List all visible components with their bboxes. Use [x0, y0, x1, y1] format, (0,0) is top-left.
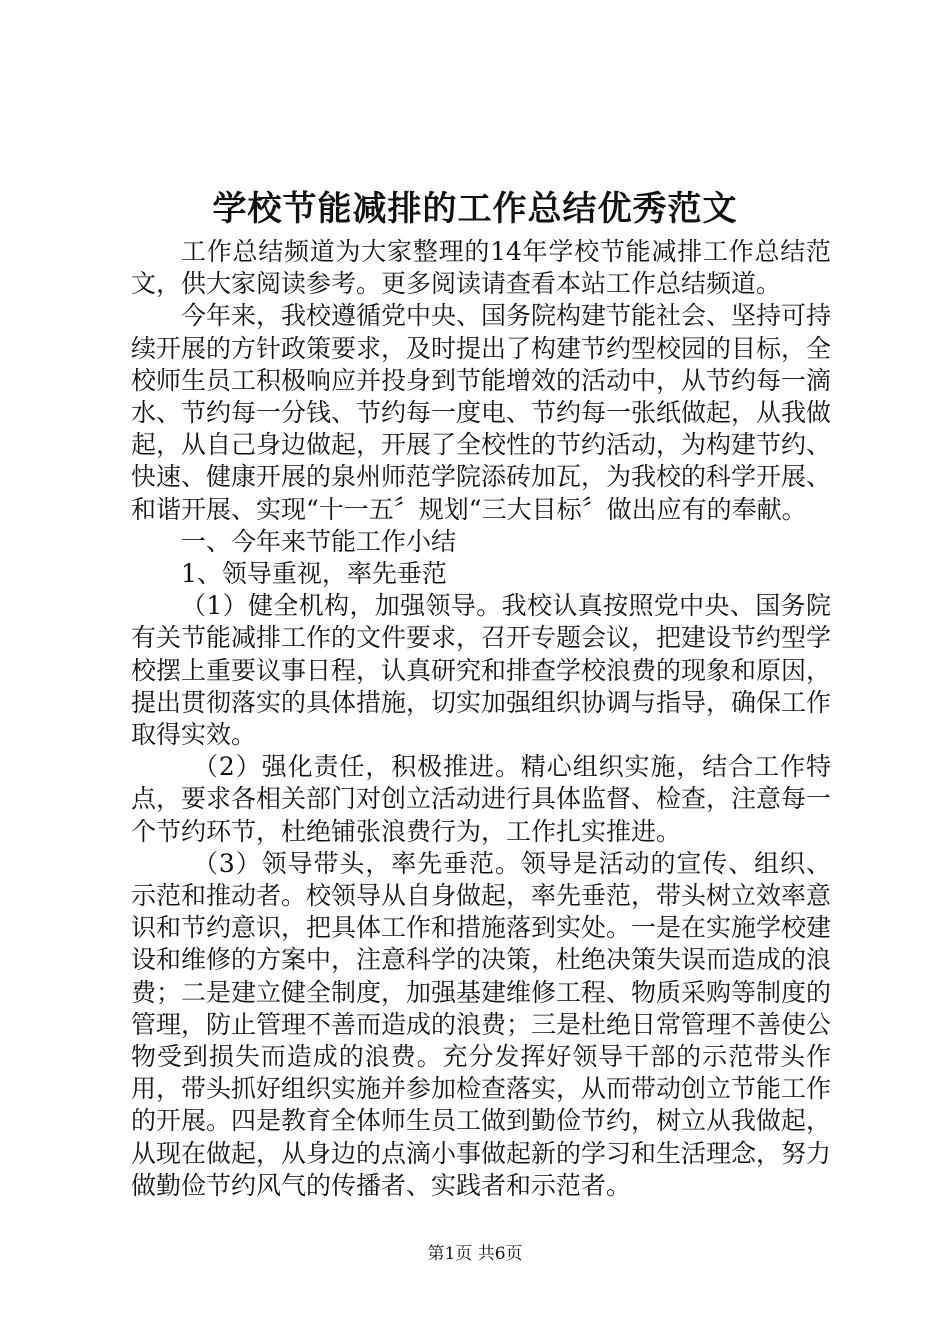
section-heading: 一、今年来节能工作小结 [181, 526, 457, 556]
paragraph-intro: 工作总结频道为大家整理的14年学校节能减排工作总结范文，供大家阅读参考。更多阅读请查看本站工作总结频道。 [131, 237, 831, 299]
paragraph-item-3: （3）领导带头，率先垂范。领导是活动的宣传、组织、示范和推动者。校领导从自身做起，率先垂范，带头树立效率意识和节约意识，把具体工作和措施落到实处。一是在实施学校建设和维修的方案中，注意科学的决策，杜绝决策失误而造成的浪费；二是建立健全制度，加强基建维修工程、物质采购等制度的管理，防止管理不善而造成的浪费；三是杜绝日常管理不善使公物受到损失而造成的浪费。充分发挥好领导干部的示范带头作用，带头抓好组织实施并参加检查落实，从而带动创立节能工作的开展。四是教育全体师生员工做到勤俭节约，树立从我做起，从现在做起，从身边的点滴小事做起新的学习和生活理念，努力做勤俭节约风气的传播者、实践者和示范者。 [131, 848, 832, 1200]
subsection-heading: 1、领导重视，率先垂范 [181, 559, 447, 589]
page-footer: 第1页 共6页 [427, 1244, 523, 1264]
paragraph-item-1: （1）健全机构，加强领导。我校认真按照党中央、国务院有关节能减排工作的文件要求，召开专题会议，把建设节约型学校摆上重要议事日程，认真研究和排查学校浪费的现象和原因，提出贯彻落实的具体措施，切实加强组织协调与指导，确保工作取得实效。 [131, 591, 832, 750]
paragraph-overview: 今年来，我校遵循党中央、国务院构建节能社会、坚持可持续开展的方针政策要求，及时提出了构建节约型校园的目标，全校师生员工积极响应并投身到节能增效的活动中，从节约每一滴水、节约每一分钱、节约每一度电、节约每一张纸做起，从我做起，从自己身边做起，开展了全校性的节约活动，为构建节约、快速、健康开展的泉州师范学院添砖加瓦，为我校的科学开展、和谐开展、实现“十一五〞规划“三大目标〞做出应有的奉献。 [131, 301, 832, 524]
document-body [131, 236, 831, 1202]
paragraph-item-2: （2）强化责任，积极推进。精心组织实施，结合工作特点，要求各相关部门对创立活动进行具体监督、检查，注意每一个节约环节，杜绝铺张浪费行为，工作扎实推进。 [131, 752, 832, 846]
document-title: 学校节能减排的工作总结优秀范文 [212, 189, 738, 229]
